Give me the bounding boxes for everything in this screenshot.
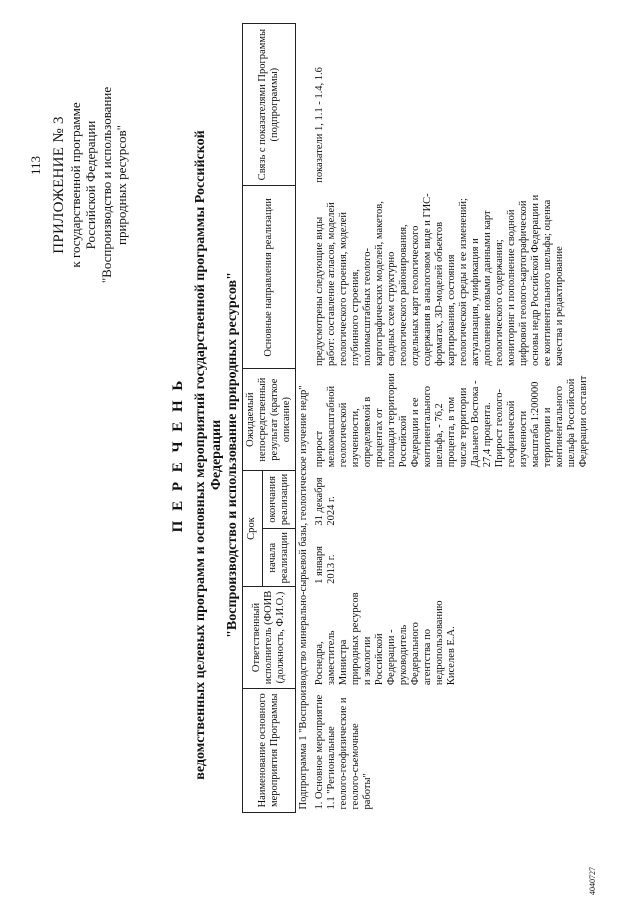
document-heading [170,115,241,795]
cell-link: показатели 1, 1.1 - 1.4, 1.6 [314,67,325,183]
appendix-block [52,20,130,350]
header-directions: Основные направления реализации [243,186,296,369]
document-id: 4040727 [588,867,597,895]
cell-executor: Роснедра, заместитель Министра природных ресурсов и экологии Российской Федерации - руководитель Федерального агентства по недропользованию Киселев Е.А. [314,592,457,686]
appendix-line: "Воспроизводство и использование [98,86,114,284]
cell-name [312,688,592,812]
header-link: Связь с показателями Программы (подпрограммы) [243,24,296,186]
header-start: начала реализации [262,529,295,587]
cell-directions: предусмотрены следующие виды работ: составление атласов, моделей геологического строения, моделей глубинного строения, полимасштабных геолого-картографических моделей, макетов, сводных схем структурно геологического районирования, отдельных карт геологического содержания в аналоговом виде и ГИС-форматах, 3D-моделей объектов картирования, состояния геологической среды и ее изменений; актуализация, унификация и дополнение новыми данными карт геологического содержания; мониторинг и пополнение сводной цифровой геолого-картографической основы недр Российской Федерации и ее континентального шельфа; оценка качества и редактирование [314,193,565,366]
header-executor: Ответственный исполнитель (ФОИВ (должность, Ф.И.О.) [243,587,296,688]
subprogram-title: Подпрограмма 1 "Воспроизводство минерально-сырьевой базы, геологическое изучение недр" [298,385,309,810]
table-row [312,24,592,813]
cell-end: 31 декабря 2024 г. [314,477,337,526]
measures-table [242,23,592,813]
table-header-row [243,24,263,813]
appendix-line: к государственной программе [67,102,83,268]
header-term: Срок [243,470,263,587]
cell-start: 1 января 2013 г. [314,545,337,584]
appendix-line: природных ресурсов" [114,125,129,246]
page-number: 113 [28,155,43,175]
subprogram-row [296,24,313,813]
heading-line: "Воспроизводство и использование природных ресурсов" [225,272,240,638]
header-end: окончания реализации [262,470,295,528]
heading-line: ведомственных целевых программ и основных мероприятий государственной программы Российской Федерации [193,130,224,780]
appendix-title: ПРИЛОЖЕНИЕ № 3 [51,116,67,254]
row-name: Основное мероприятие 1.1 "Региональные геолого-геофизические и геолого-съемочные работы" [314,694,373,810]
heading-title: П Е Р Е Ч Е Н Ь [170,377,186,533]
cell-result: прирост мелкомасштабной геологической изученности, определяемой в процентах от площади территории Российской Федерации и ее континентального шельфа, - 76,2 процента, в том числе территории Дальнего Востока - 27,4 процента. Прирост геолого-геофизической изученности масштаба 1:200000 территории и континентального шельфа Российской Федерации составит [314,373,589,468]
row-number: 1. [314,801,325,810]
header-result: Ожидаемый непосредственный результат (краткое описание) [243,369,296,470]
appendix-line: Российской Федерации [83,120,98,250]
header-name: Наименование основного мероприятия Программы [243,688,296,812]
